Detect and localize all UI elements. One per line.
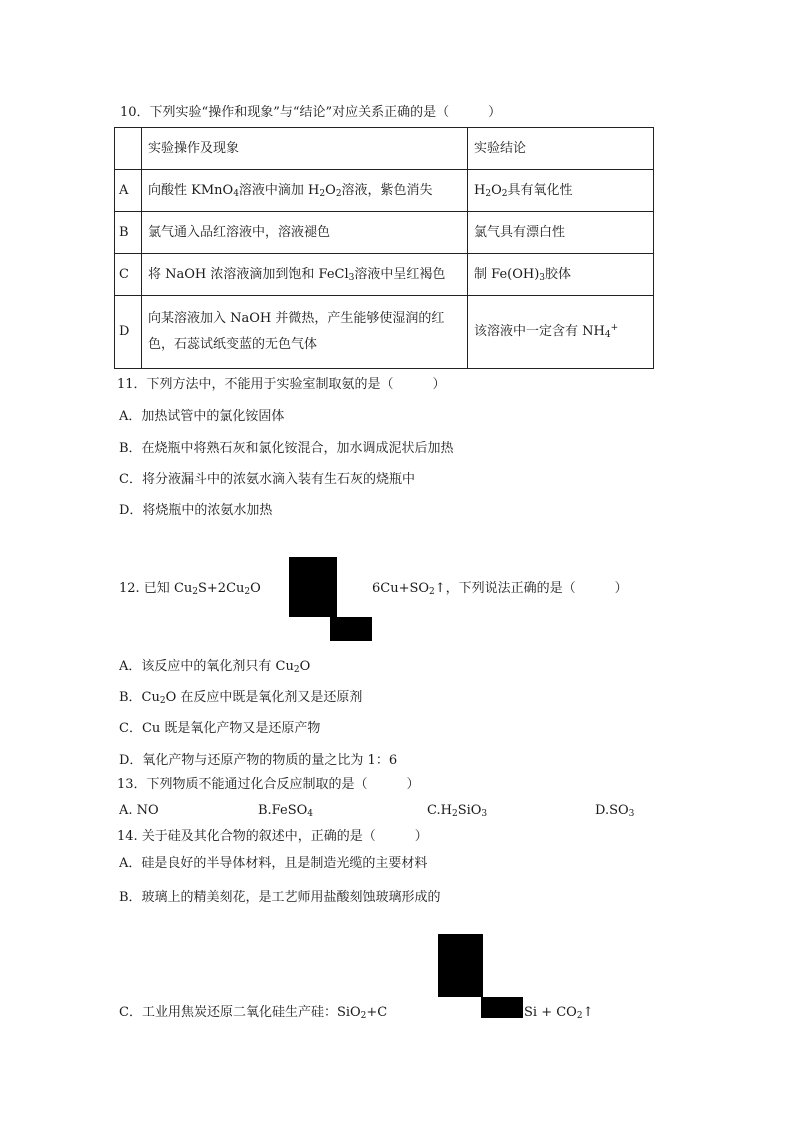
q14-option-a: A．硅是良好的半导体材料，且是制造光缆的主要材料 xyxy=(119,856,428,871)
row-operation: 氯气通入品红溶液中，溶液褪色 xyxy=(142,212,468,254)
q13-option-d: $D.SO_3$ xyxy=(595,803,635,819)
q11-stem: 11．下列方法中，不能用于实验室制取氨的是（ ） xyxy=(117,377,446,392)
row-operation: 向某溶液加入 NaOH 并微热，产生能够使湿润的红色，石蕊试纸变蓝的无色气体 xyxy=(142,296,468,369)
row-operation: 向酸性 KMnO$_4$溶液中滴加 $H_2O_2$溶液，紫色消失 xyxy=(142,170,468,212)
row-label: B xyxy=(115,212,142,254)
table-row xyxy=(115,170,654,212)
q14-option-c-left: C．工业用焦炭还原二氧化硅生产硅：SiO$_2$+C xyxy=(119,1005,388,1021)
row-label: D xyxy=(115,296,142,369)
table-row xyxy=(115,296,654,369)
equation-condition-image-bottom xyxy=(330,617,372,641)
q12-stem-left: 12. 已知 $Cu_2S+2Cu_2O$ xyxy=(119,581,261,597)
q13-option-b: B.FeSO$_4$ xyxy=(258,803,313,819)
row-conclusion: 制 $Fe(OH)_3$胶体 xyxy=(468,254,654,296)
table-row xyxy=(115,254,654,296)
q12-option-d: D．氧化产物与还原产物的物质的量之比为 1：6 xyxy=(119,753,398,768)
row-label: A xyxy=(115,170,142,212)
equation-condition-image-top xyxy=(438,934,483,997)
q13-option-c: $C.H_2SiO_3$ xyxy=(427,803,488,819)
q12-option-b: B．$Cu_2O$ 在反应中既是氧化剂又是还原剂 xyxy=(119,690,363,706)
q12-option-a: A．该反应中的氧化剂只有 $Cu_2O$ xyxy=(119,659,311,675)
row-conclusion: 氯气具有漂白性 xyxy=(468,212,654,254)
q10-table xyxy=(114,127,654,369)
q14-option-c-right: $Si + CO_2↑$ xyxy=(524,1005,594,1021)
q13-stem: 13．下列物质不能通过化合反应制取的是（ ） xyxy=(117,777,420,792)
q11-option-c: C．将分液漏斗中的浓氨水滴入装有生石灰的烧瓶中 xyxy=(119,472,415,487)
row-conclusion: 该溶液中一定含有 $NH_4^+$ xyxy=(468,296,654,369)
header-operation: 实验操作及现象 xyxy=(142,128,468,170)
table-row xyxy=(115,212,654,254)
row-label: C xyxy=(115,254,142,296)
q11-option-d: D．将烧瓶中的浓氨水加热 xyxy=(119,503,273,518)
table-header-row xyxy=(115,128,654,170)
q12-option-c: C．Cu 既是氧化产物又是还原产物 xyxy=(119,721,321,736)
q11-option-a: A．加热试管中的氯化铵固体 xyxy=(119,409,285,424)
equation-condition-image-bottom xyxy=(481,997,523,1018)
header-conclusion: 实验结论 xyxy=(468,128,654,170)
q10-stem: 10．下列实验“操作和现象”与“结论”对应关系正确的是（ ） xyxy=(120,105,502,120)
q14-stem: 14. 关于硅及其化合物的叙述中，正确的是（ ） xyxy=(117,829,428,844)
equation-condition-image-top xyxy=(289,557,337,617)
q11-option-b: B．在烧瓶中将熟石灰和氯化铵混合，加水调成泥状后加热 xyxy=(119,441,454,456)
q14-option-b: B．玻璃上的精美刻花，是工艺师用盐酸刻蚀玻璃形成的 xyxy=(119,890,441,905)
q12-stem-right: $6Cu+SO_2↑$，下列说法正确的是（ ） xyxy=(372,581,628,597)
row-conclusion: $H_2O_2$具有氧化性 xyxy=(468,170,654,212)
header-blank xyxy=(115,128,142,170)
row-operation: 将 NaOH 浓溶液滴加到饱和 FeCl$_3$溶液中呈红褐色 xyxy=(142,254,468,296)
q13-option-a: A. NO xyxy=(119,803,159,818)
